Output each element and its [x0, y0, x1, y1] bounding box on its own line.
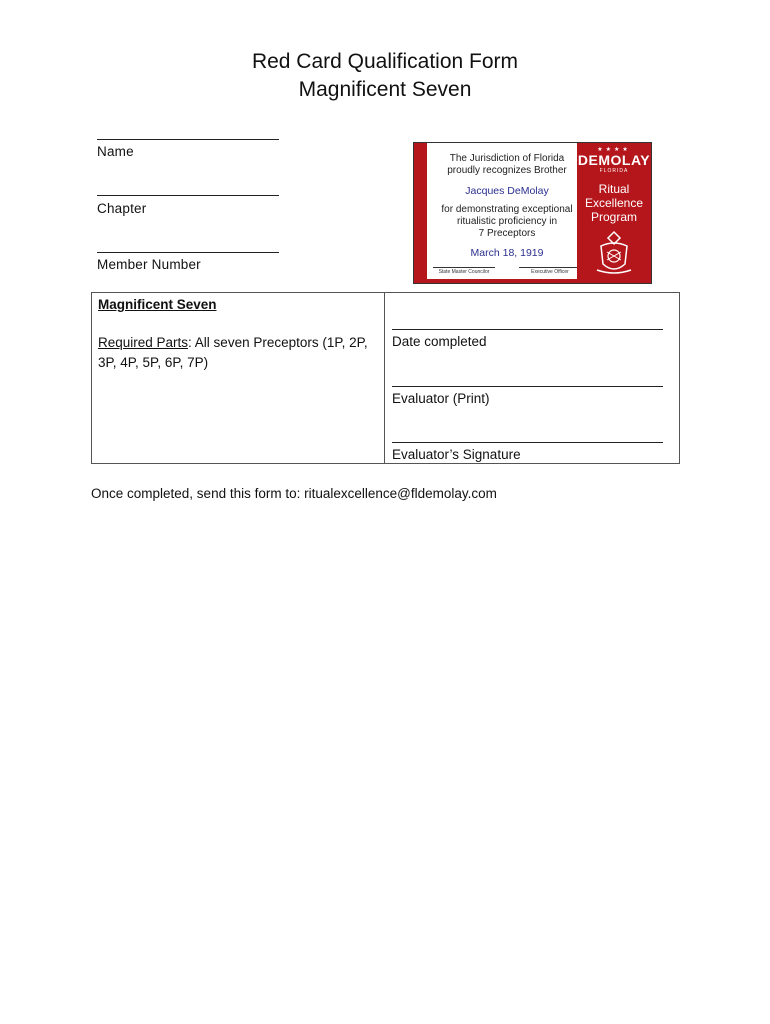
required-parts-label: Required Parts	[98, 335, 189, 350]
card-program-1: Ritual	[598, 182, 630, 196]
required-parts	[98, 333, 378, 373]
evaluator-print-label: Evaluator (Print)	[392, 391, 490, 406]
footer-instructions: Once completed, send this form to: ritualexcellence@fldemolay.com	[91, 486, 497, 501]
column-divider	[384, 293, 385, 463]
card-program-2: Excellence	[584, 196, 644, 210]
card-line-3: for demonstrating exceptional	[441, 204, 573, 215]
card-line-5: 7 Preceptors	[478, 228, 536, 239]
chapter-line[interactable]	[97, 195, 279, 196]
card-signatures	[433, 267, 581, 275]
card-brand: DEMOLAY	[577, 152, 651, 168]
card-sig-1: State Master Councilor	[433, 267, 495, 275]
card-recipient: Jacques DeMolay	[465, 185, 549, 197]
card-date: March 18, 1919	[470, 247, 544, 259]
card-line-4: ritualistic proficiency in	[456, 216, 558, 227]
card-line-2: proudly recognizes Brother	[447, 165, 567, 176]
title-line-2: Magnificent Seven	[298, 78, 472, 101]
date-completed-label: Date completed	[392, 334, 487, 349]
red-card-image	[413, 142, 652, 284]
card-sig-2: Executive Officer	[519, 267, 581, 275]
qualification-table	[91, 292, 680, 464]
member-number-line[interactable]	[97, 252, 279, 253]
evaluator-signature-label: Evaluator’s Signature	[392, 447, 521, 462]
card-bottom-border	[427, 279, 577, 283]
stars-icon: ★★★★	[597, 147, 631, 153]
table-heading: Magnificent Seven	[98, 297, 217, 312]
name-line[interactable]	[97, 139, 279, 140]
card-left-border	[414, 143, 427, 283]
card-state: FLORIDA	[599, 168, 629, 174]
evaluator-signature-line[interactable]	[392, 442, 663, 443]
required-parts-text: : All seven Preceptors (1P, 2P, 3P, 4P, 5P, 6P, 7P)	[98, 335, 368, 370]
card-line-1: The Jurisdiction of Florida	[449, 153, 565, 164]
title-line-1: Red Card Qualification Form	[251, 50, 519, 73]
evaluator-print-line[interactable]	[392, 386, 663, 387]
form-title	[0, 48, 770, 104]
card-program-3: Program	[590, 210, 637, 224]
member-number-label: Member Number	[97, 257, 201, 272]
demolay-crest-icon	[593, 230, 635, 276]
card-brand-panel	[577, 143, 651, 283]
date-completed-line[interactable]	[392, 329, 663, 330]
name-label: Name	[97, 144, 134, 159]
card-certificate-text	[427, 147, 587, 279]
chapter-label: Chapter	[97, 201, 147, 216]
